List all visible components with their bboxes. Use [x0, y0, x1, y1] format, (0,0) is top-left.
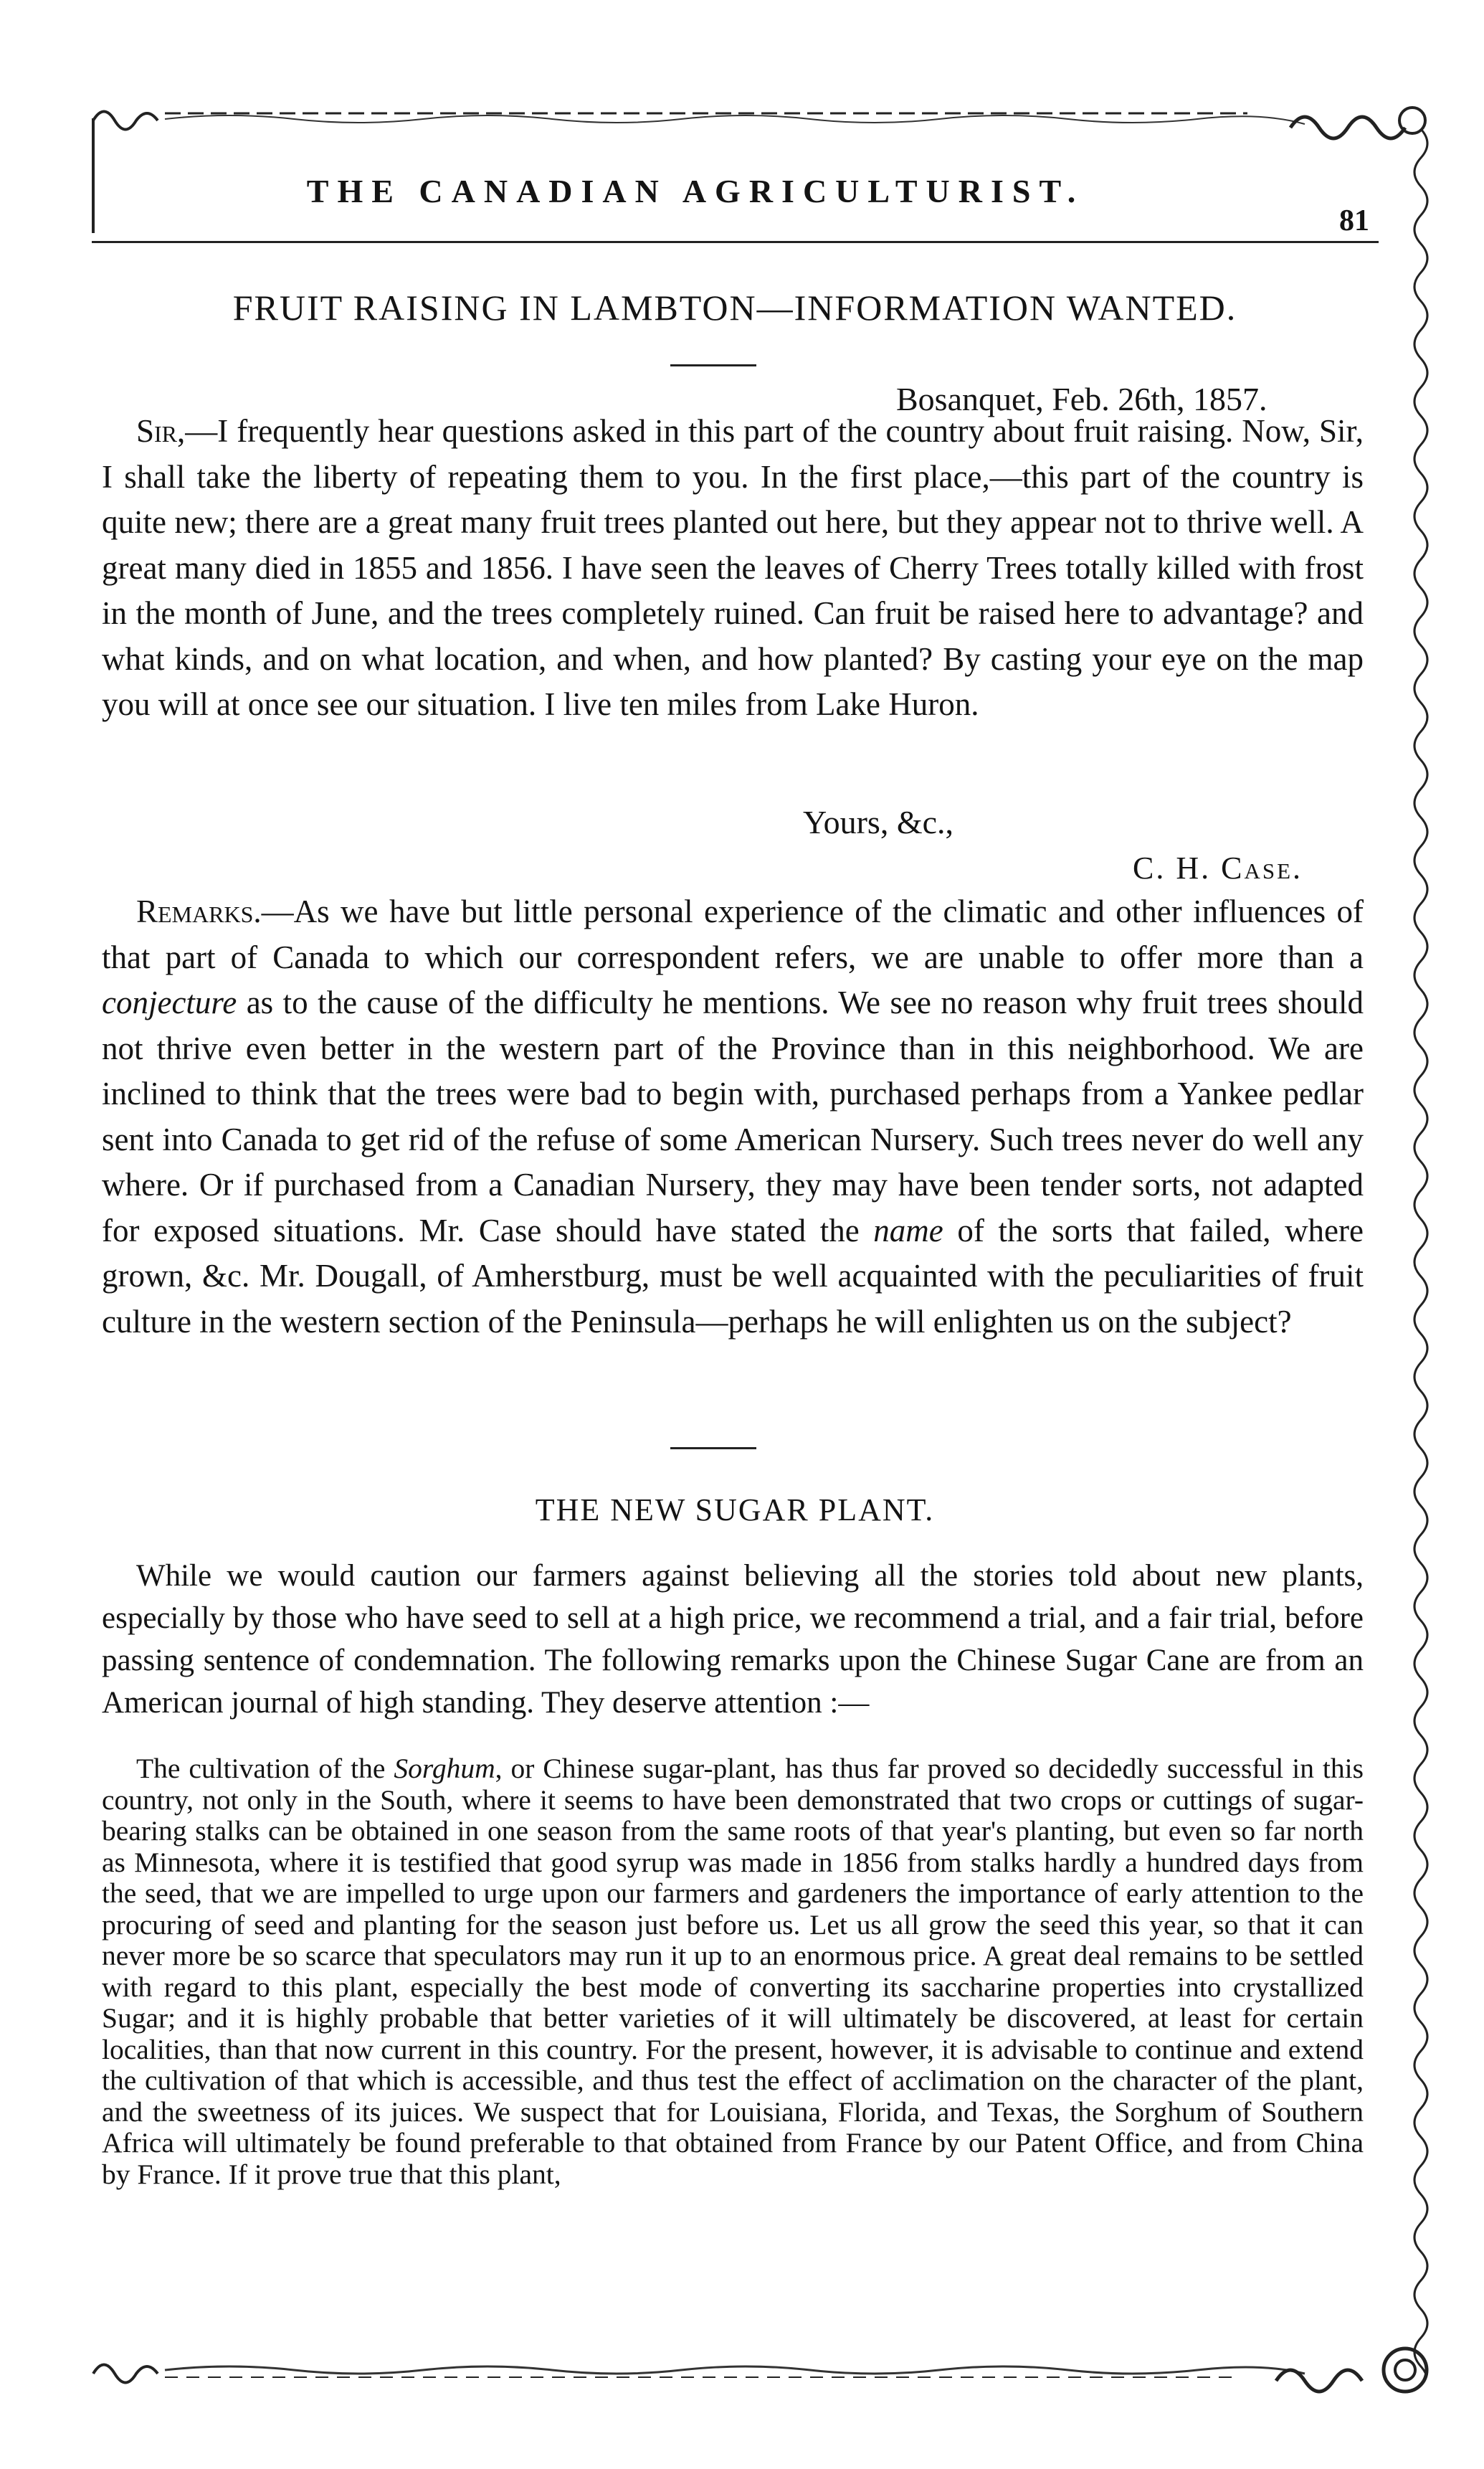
header-rule	[92, 241, 1379, 243]
remarks-emphasis-conjecture: conjecture	[102, 985, 237, 1020]
section-title: THE NEW SUGAR PLANT.	[535, 1492, 935, 1527]
running-head: THE CANADIAN AGRICULTURIST.	[306, 173, 1085, 209]
remarks-text-2: as to the cause of the difficulty he mentions. We see no reason why fruit trees should not thrive even better in the western part of the Province than in this neighborhood. We are inclined to think that the trees were bad to begin with, purchased perhaps from a Yankee pedlar sent into Canada to get rid of the refuse of some American Nursery. Such trees never do well any where. Or if purchased from a Canadian Nursery, they may have been tender sorts, not adapted for exposed situations. Mr. Case should have stated the	[102, 985, 1364, 1248]
editorial-remarks	[102, 889, 1364, 1345]
title-rule	[670, 364, 756, 366]
remarks-label: Remarks.	[136, 894, 262, 929]
sugar-intro-text: While we would caution our farmers against believing all the stories told about new plants, especially by those who have seed to sell at a high price, we recommend a trial, and a fair trial, before passing sentence of condemnation. The following remarks upon the Chinese Sugar Cane are from an American journal of high standing. They deserve attention :—	[102, 1559, 1364, 1720]
remarks-emphasis-name: name	[873, 1212, 943, 1248]
ornamental-bottom-border	[86, 2331, 1434, 2409]
remarks-text-3: of the sorts that failed, where grown, &c. Mr. Dougall, of Amherstburg, must be well acquainted with the peculiarities of fruit culture in the western section of the Peninsula—perhaps he will enlighten us on the subject?	[102, 1212, 1364, 1340]
sugar-intro	[102, 1555, 1364, 1724]
quote-emphasis-sorghum: Sorghum	[394, 1753, 495, 1784]
letter-text: —I frequently hear questions asked in this part of the country about fruit raising. Now, Sir, I shall take the liberty of repeating them to you. In the first place,—this part of the country is quite new; there are a great many fruit trees planted out here, but they appear not to thrive well. A great many died in 1855 and 1856. I have seen the leaves of Cherry Trees totally killed with frost in the month of June, and the trees completely ruined. Can fruit be raised here to advantage? and what kinds, and on what location, and when, and how planted? By casting your eye on the map you will at once see our situation. I live ten miles from Lake Huron.	[102, 413, 1364, 722]
section-rule	[670, 1447, 756, 1449]
left-header-rule	[92, 118, 95, 233]
letter-signature: C. H. Case.	[1133, 850, 1303, 886]
ornamental-top-border	[86, 92, 1434, 156]
article-title: FRUIT RAISING IN LAMBTON—INFORMATION WANTED.	[232, 288, 1237, 328]
letter-closing: Yours, &c.,	[803, 804, 954, 840]
letter-dateline: Bosanquet, Feb. 26th, 1857.	[896, 381, 1267, 417]
ornamental-right-border	[1399, 129, 1442, 2374]
quote-text-1: The cultivation of the	[136, 1753, 394, 1784]
page-number: 81	[1339, 204, 1369, 237]
remarks-text-1: —As we have but little personal experience of the climatic and other influences of that part of Canada to which our correspondent refers, we are unable to offer more than a	[102, 894, 1364, 975]
sugar-quote	[102, 1753, 1364, 2190]
quote-text-2: , or Chinese sugar-plant, has thus far proved so decidedly successful in this country, not only in the South, where it seems to have been demonstrated that two crops or cuttings of sugar-bearing stalks can be obtained in one season from the same roots of that year's planting, but even so far north as Minnesota, where it is testified that good syrup was made in 1856 from stalks hardly a hundred days from the seed, that we are impelled to urge upon our farmers and gardeners the importance of early attention to the procuring of seed and planting for the season just before us. Let us all grow the seed this year, so that it can never more be so scarce that speculators may run it up to an enormous price. A great deal remains to be settled with regard to this plant, especially the best mode of converting its saccharine properties into crystallized Sugar; and it is highly probable that better varieties of it will ultimately be discovered, at least for certain localities, than that now current in this country. For the present, however, it is advisable to continue and extend the cultivation of that which is accessible, and thus test the effect of acclimation on the character of the plant, and the sweetness of its juices. We suspect that for Louisiana, Florida, and Texas, the Sorghum of Southern Africa will ultimately be found preferable to that obtained from France by our Patent Office, and from China by France. If it prove true that this plant,	[102, 1753, 1364, 2190]
salutation: Sir,	[136, 413, 186, 449]
letter-body	[102, 409, 1364, 728]
